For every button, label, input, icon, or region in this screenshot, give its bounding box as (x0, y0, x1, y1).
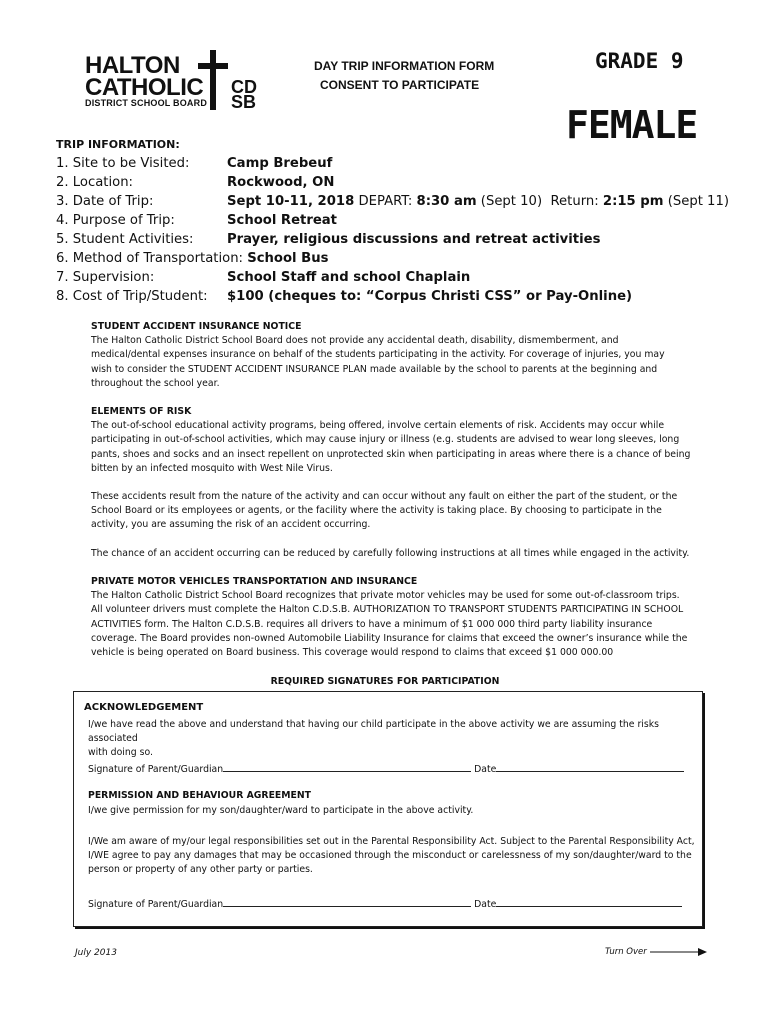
paragraph-line: medical/dental expenses insurance on behalf of the students participating in the activity. For coverage of injuries, you may (91, 349, 665, 361)
trip-label: 2. Location: (56, 175, 133, 190)
signatures-heading: REQUIRED SIGNATURES FOR PARTICIPATION (270, 676, 500, 687)
trip-label: 5. Student Activities: (56, 232, 194, 247)
transport-section (91, 575, 691, 660)
paragraph-line: vehicle is being operated on Board business. This coverage would respond to claims that exceed $1 000 000.00 (91, 647, 614, 659)
responsibility-text (88, 835, 700, 878)
trip-label: 8. Cost of Trip/Student: (56, 289, 208, 304)
permission-heading: PERMISSION AND BEHAVIOUR AGREEMENT (88, 790, 312, 801)
trip-value: School Staff and school Chaplain (227, 270, 471, 285)
signature-row-1 (88, 762, 684, 775)
paragraph-line: pants, shoes and socks and an insect repellent on unprotected skin when participating in areas where there is a chance of being (91, 448, 691, 460)
trip-value: Rockwood, ON (227, 175, 335, 190)
arrow-right-icon (650, 947, 708, 957)
depart-day: (Sept 10) (480, 194, 543, 209)
depart-time: 8:30 am (416, 194, 477, 209)
return-time: 2:15 pm (602, 194, 664, 209)
paragraph-line: All volunteer drivers must complete the Halton C.D.S.B. AUTHORIZATION TO TRANSPORT STUDENTS PARTICIPATING IN SCHOOL (91, 604, 684, 616)
trip-value: School Bus (247, 251, 329, 266)
trip-label: 1. Site to be Visited: (56, 156, 190, 171)
paragraph-line: I/We am aware of my/our legal responsibilities set out in the Parental Responsibility Act. Subject to the Parental Responsibility Act, (88, 836, 695, 847)
risk-section (91, 405, 691, 476)
signature-field[interactable] (223, 897, 471, 907)
date-label: Date (474, 899, 497, 910)
paragraph-line: The Halton Catholic District School Board recognizes that private motor vehicles may be used for some out-of-classroom trips. (91, 590, 680, 602)
paragraph-line: throughout the school year. (91, 377, 220, 389)
footer-date: July 2013 (75, 948, 117, 958)
paragraph-line: The out-of-school educational activity programs, being offered, involve certain elements of risk. Accidents may occur while (91, 420, 665, 432)
paragraph-line: The chance of an accident occurring can be reduced by carefully following instructions at all times while engaged in the activity. (91, 548, 690, 559)
paragraph-line: I/we have read the above and understand that having our child participate in the above activity we are assuming the risks associated (88, 719, 659, 745)
acknowledgement-heading: ACKNOWLEDGEMENT (84, 702, 204, 713)
acknowledgement-text (88, 718, 700, 761)
trip-date: Sept 10-11, 2018 (227, 194, 355, 209)
return-label: Return: (550, 194, 599, 209)
grade-stamp: GRADE 9 (595, 49, 684, 73)
logo-abbr-bottom: SB (231, 92, 257, 112)
turn-over-label: Turn Over (605, 947, 647, 957)
paragraph-line: participating in out-of-school activities, which may cause injury or illness (e.g. students are advised to wear long sleeves, long (91, 434, 680, 446)
board-logo (85, 50, 265, 112)
trip-row-transport (56, 249, 328, 268)
cross-icon (198, 50, 228, 110)
trip-value: School Retreat (227, 213, 337, 228)
signature-box (73, 691, 703, 927)
trip-value (227, 192, 729, 211)
risk-paragraph-2 (91, 490, 691, 533)
depart-label: DEPART: (358, 194, 413, 209)
signature-label: Signature of Parent/Guardian (88, 764, 224, 775)
trip-label: 6. Method of Transportation: (56, 251, 243, 266)
paragraph-line: ACTIVITIES form. The Halton C.D.S.B. requires all drivers to have a minimum of $1 000 000 third party liability insurance (91, 618, 653, 630)
return-day: (Sept 11) (667, 194, 729, 209)
date-label: Date (474, 764, 497, 775)
date-field[interactable] (496, 762, 684, 772)
logo-line2: CATHOLIC (85, 74, 204, 101)
form-subtitle: CONSENT TO PARTICIPATE (320, 78, 480, 92)
date-field[interactable] (496, 897, 682, 907)
paragraph-line: bitten by an infected mosquito with West Nile Virus. (91, 462, 333, 474)
logo-abbr-top: CD (231, 77, 257, 97)
risk-paragraph-3 (91, 547, 691, 561)
paragraph-line: The Halton Catholic District School Board does not provide any accidental death, disability, dismemberment, and (91, 335, 619, 347)
signature-label: Signature of Parent/Guardian (88, 899, 224, 910)
gender-stamp: FEMALE (566, 103, 698, 147)
trip-label: 3. Date of Trip: (56, 194, 154, 209)
paragraph-line: with doing so. (88, 747, 153, 759)
signature-row-2 (88, 897, 682, 910)
paragraph-line: School Board or its employees or agents, or the facility where the activity is taking place. By choosing to participate in the (91, 505, 662, 517)
insurance-notice (91, 320, 691, 391)
paragraph-line: person or property of any other party or parties. (88, 864, 313, 876)
logo-line3: DISTRICT SCHOOL BOARD (85, 98, 208, 108)
paragraph-line: activity, you are assuming the risk of an accident occurring. (91, 519, 371, 531)
paragraph-line: I/WE agree to pay any damages that may be occasioned through the misconduct or carelessness of my son/daughter/ward to the (88, 850, 692, 862)
insurance-heading: STUDENT ACCIDENT INSURANCE NOTICE (91, 321, 302, 332)
logo-line1: HALTON (85, 52, 180, 79)
trip-label: 7. Supervision: (56, 270, 155, 285)
trip-info-heading: TRIP INFORMATION: (56, 138, 180, 151)
trip-value: $100 (cheques to: “Corpus Christi CSS” or Pay-Online) (227, 289, 633, 304)
trip-value: Prayer, religious discussions and retreat activities (227, 232, 601, 247)
paragraph-line: wish to consider the STUDENT ACCIDENT INSURANCE PLAN made available by the school to parents at the beginning and (91, 363, 658, 375)
permission-text: I/we give permission for my son/daughter/ward to participate in the above activity. (88, 805, 474, 816)
trip-value: Camp Brebeuf (227, 156, 333, 171)
transport-heading: PRIVATE MOTOR VEHICLES TRANSPORTATION AND INSURANCE (91, 576, 418, 587)
risk-heading: ELEMENTS OF RISK (91, 406, 192, 417)
paragraph-line: These accidents result from the nature of the activity and can occur without any fault on either the part of the student, or the (91, 491, 678, 502)
paragraph-line: coverage. The Board provides non-owned Automobile Liability Insurance for claims that exceed the owner’s insurance while the (91, 632, 688, 644)
trip-label: 4. Purpose of Trip: (56, 213, 175, 228)
signature-field[interactable] (223, 762, 471, 772)
form-title: DAY TRIP INFORMATION FORM (314, 59, 495, 73)
